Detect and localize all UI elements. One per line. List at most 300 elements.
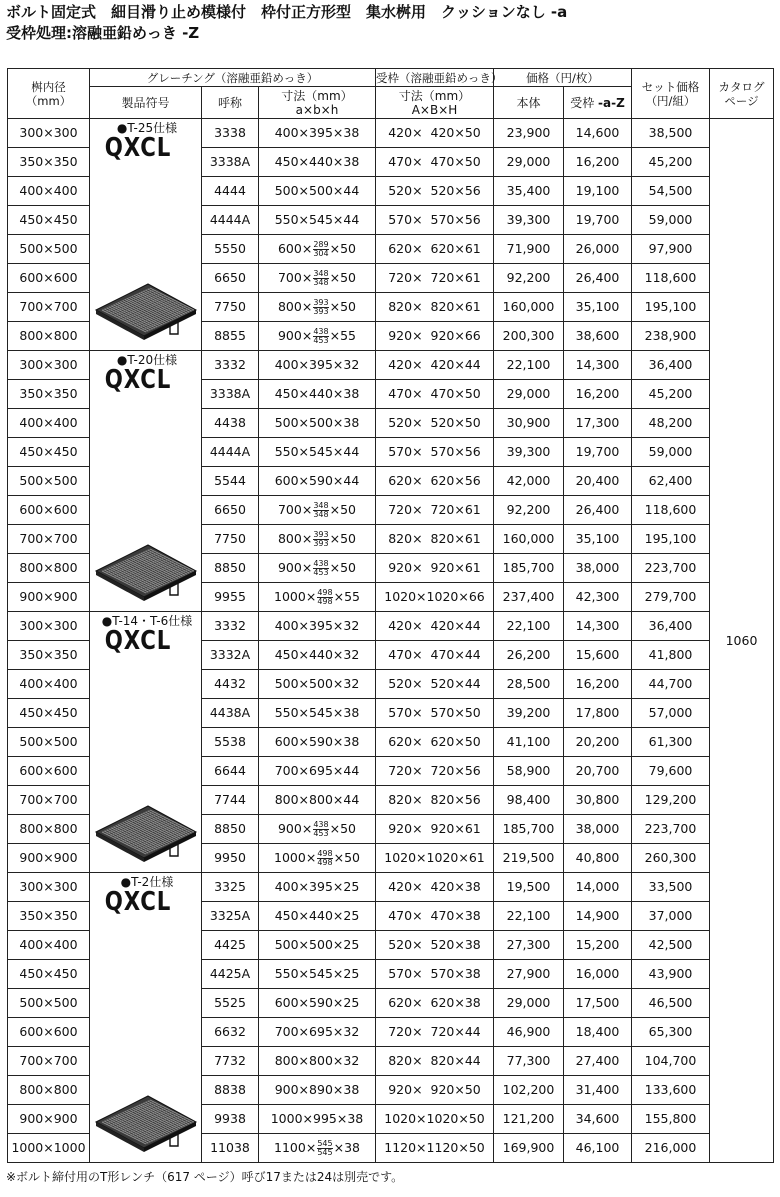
dim-part-a: 800×: [277, 298, 313, 314]
cell-price-body: 30,900: [494, 409, 564, 438]
cell-nominal: 6644: [202, 757, 259, 786]
cell-dimension: [259, 554, 376, 583]
cell-dimension: 550×545×44: [259, 206, 376, 235]
dim-part-b: ×50: [329, 501, 356, 517]
cell-price-body: 41,100: [494, 728, 564, 757]
cell-dimension: 450×440×32: [259, 641, 376, 670]
cell-price-frame: 16,200: [564, 670, 632, 699]
spec-label: ●T-25仕様: [116, 121, 178, 135]
cell-set-price: 36,400: [632, 612, 710, 641]
dim-part-b: ×50: [329, 298, 356, 314]
cell-price-body: 185,700: [494, 815, 564, 844]
cell-price-frame: 38,000: [564, 815, 632, 844]
cell-dimension: 400×395×25: [259, 873, 376, 902]
spec-label: ●T-14・T-6仕様: [101, 614, 193, 628]
cell-nominal: 5550: [202, 235, 259, 264]
cell-dimension: [259, 322, 376, 351]
cell-size: 600×600: [8, 757, 90, 786]
dim-part-b: ×50: [329, 820, 356, 836]
cell-nominal: 7744: [202, 786, 259, 815]
header-product-code: 製品符号: [90, 87, 202, 119]
cell-size: 450×450: [8, 206, 90, 235]
cell-dimension: 400×395×32: [259, 351, 376, 380]
dim-part-b: ×50: [329, 269, 356, 285]
cell-size: 400×400: [8, 670, 90, 699]
dim-fraction: [313, 270, 328, 287]
title-line-1: ボルト固定式 細目滑り止め模様付 枠付正方形型 集水桝用 クッションなし -a: [6, 3, 568, 21]
cell-size: 450×450: [8, 960, 90, 989]
cell-frame-dimension: 720× 720×61: [376, 264, 494, 293]
title-line-2: 受枠処理:溶融亜鉛めっき -Z: [6, 24, 200, 42]
dim-fraction-top: 348: [313, 500, 329, 510]
dim-fraction-bottom: 348: [313, 277, 329, 287]
dim-fraction-bottom: 453: [313, 828, 329, 838]
cell-nominal: 8850: [202, 815, 259, 844]
cell-price-body: 121,200: [494, 1105, 564, 1134]
cell-size: 800×800: [8, 1076, 90, 1105]
cell-price-frame: 20,200: [564, 728, 632, 757]
cell-set-price: 118,600: [632, 264, 710, 293]
cell-nominal: 5525: [202, 989, 259, 1018]
cell-price-frame: 20,700: [564, 757, 632, 786]
table-row: [8, 612, 774, 641]
cell-price-frame: 27,400: [564, 1047, 632, 1076]
cell-dimension: 450×440×38: [259, 380, 376, 409]
cell-size: 600×600: [8, 496, 90, 525]
cell-frame-dimension: 820× 820×56: [376, 786, 494, 815]
cell-size: 800×800: [8, 554, 90, 583]
dim-fraction: [313, 560, 328, 577]
cell-price-frame: 14,000: [564, 873, 632, 902]
cell-dimension: 550×545×38: [259, 699, 376, 728]
dim-fraction-bottom: 453: [313, 567, 329, 577]
cell-nominal: 4425A: [202, 960, 259, 989]
cell-price-body: 28,500: [494, 670, 564, 699]
cell-dimension: [259, 264, 376, 293]
cell-set-price: 223,700: [632, 815, 710, 844]
dim-part-a: 900×: [277, 820, 313, 836]
dim-part-a: 700×: [277, 269, 313, 285]
cell-price-frame: 46,100: [564, 1134, 632, 1163]
cell-frame-dimension: 720× 720×61: [376, 496, 494, 525]
cell-frame-dimension: 820× 820×61: [376, 293, 494, 322]
cell-frame-dimension: 920× 920×61: [376, 554, 494, 583]
table-row: [8, 873, 774, 902]
cell-dimension: [259, 496, 376, 525]
cell-price-frame: 16,000: [564, 960, 632, 989]
dim-part-a: 1100×: [274, 1139, 317, 1155]
cell-set-price: 155,800: [632, 1105, 710, 1134]
cell-set-price: 279,700: [632, 583, 710, 612]
cell-set-price: 54,500: [632, 177, 710, 206]
dim-part-b: ×50: [329, 240, 356, 256]
cell-nominal: 5544: [202, 467, 259, 496]
cell-set-price: 37,000: [632, 902, 710, 931]
cell-price-body: 92,200: [494, 264, 564, 293]
cell-nominal: 4438: [202, 409, 259, 438]
cell-price-frame: 16,200: [564, 148, 632, 177]
cell-set-price: 44,700: [632, 670, 710, 699]
cell-price-body: 29,000: [494, 989, 564, 1018]
product-name: QXCL: [104, 887, 172, 917]
dim-fraction-top: 348: [313, 268, 329, 278]
header-frame-dim: 寸法（mm） A×B×H: [376, 87, 494, 119]
dim-fraction-bottom: 453: [313, 335, 329, 345]
cell-size: 450×450: [8, 438, 90, 467]
cell-set-price: 45,200: [632, 380, 710, 409]
cell-frame-dimension: 920× 920×50: [376, 1076, 494, 1105]
cell-set-price: 79,600: [632, 757, 710, 786]
cell-dimension: [259, 1134, 376, 1163]
cell-frame-dimension: 620× 620×61: [376, 235, 494, 264]
table-row: [8, 119, 774, 148]
cell-nominal: 11038: [202, 1134, 259, 1163]
cell-dimension: [259, 525, 376, 554]
cell-frame-dimension: 820× 820×44: [376, 1047, 494, 1076]
cell-product: [90, 119, 202, 351]
cell-price-frame: 40,800: [564, 844, 632, 873]
cell-nominal: 3338: [202, 119, 259, 148]
grating-image: [94, 543, 198, 601]
header-price-frame-prefix: 受枠: [570, 95, 599, 110]
dim-fraction: [313, 299, 328, 316]
cell-size: 600×600: [8, 1018, 90, 1047]
cell-price-frame: 14,300: [564, 612, 632, 641]
cell-size: 1000×1000: [8, 1134, 90, 1163]
cell-price-body: 42,000: [494, 467, 564, 496]
cell-nominal: 6632: [202, 1018, 259, 1047]
cell-price-body: 39,200: [494, 699, 564, 728]
cell-frame-dimension: 1020×1020×66: [376, 583, 494, 612]
dim-fraction-top: 498: [317, 848, 333, 858]
cell-frame-dimension: 570× 570×56: [376, 438, 494, 467]
dim-part-b: ×50: [329, 559, 356, 575]
cell-price-body: 185,700: [494, 554, 564, 583]
cell-set-price: 33,500: [632, 873, 710, 902]
cell-price-body: 22,100: [494, 351, 564, 380]
cell-price-frame: 17,500: [564, 989, 632, 1018]
cell-dimension: 800×800×44: [259, 786, 376, 815]
cell-product: [90, 612, 202, 873]
cell-set-price: 42,500: [632, 931, 710, 960]
cell-nominal: 7750: [202, 525, 259, 554]
cell-frame-dimension: 920× 920×61: [376, 815, 494, 844]
cell-price-body: 71,900: [494, 235, 564, 264]
cell-set-price: 38,500: [632, 119, 710, 148]
cell-price-frame: 31,400: [564, 1076, 632, 1105]
product-name: QXCL: [104, 365, 172, 395]
cell-dimension: 600×590×44: [259, 467, 376, 496]
cell-size: 500×500: [8, 235, 90, 264]
cell-size: 300×300: [8, 119, 90, 148]
cell-size: 900×900: [8, 583, 90, 612]
cell-dimension: 500×500×32: [259, 670, 376, 699]
cell-nominal: 3338A: [202, 148, 259, 177]
cell-dimension: 450×440×25: [259, 902, 376, 931]
cell-price-body: 102,200: [494, 1076, 564, 1105]
dim-part-a: 900×: [277, 559, 313, 575]
cell-dimension: [259, 844, 376, 873]
cell-price-frame: 42,300: [564, 583, 632, 612]
dim-fraction-top: 438: [313, 558, 329, 568]
cell-nominal: 6650: [202, 496, 259, 525]
cell-price-frame: 14,900: [564, 902, 632, 931]
cell-nominal: 7750: [202, 293, 259, 322]
cell-nominal: 9950: [202, 844, 259, 873]
cell-frame-dimension: 1120×1120×50: [376, 1134, 494, 1163]
cell-price-body: 39,300: [494, 206, 564, 235]
cell-dimension: 550×545×44: [259, 438, 376, 467]
cell-price-frame: 15,600: [564, 641, 632, 670]
cell-size: 700×700: [8, 786, 90, 815]
cell-dimension: 400×395×38: [259, 119, 376, 148]
cell-frame-dimension: 1020×1020×50: [376, 1105, 494, 1134]
cell-frame-dimension: 470× 470×44: [376, 641, 494, 670]
cell-frame-dimension: 920× 920×66: [376, 322, 494, 351]
cell-frame-dimension: 720× 720×44: [376, 1018, 494, 1047]
grating-image: [94, 1094, 198, 1152]
dim-fraction-bottom: 393: [313, 306, 329, 316]
cell-frame-dimension: 620× 620×56: [376, 467, 494, 496]
cell-frame-dimension: 420× 420×44: [376, 351, 494, 380]
cell-nominal: 3332: [202, 612, 259, 641]
cell-set-price: 133,600: [632, 1076, 710, 1105]
cell-price-body: 27,900: [494, 960, 564, 989]
cell-set-price: 260,300: [632, 844, 710, 873]
header-catalog: カタログ ページ: [710, 69, 774, 119]
dim-part-b: ×50: [333, 849, 360, 865]
cell-price-body: 200,300: [494, 322, 564, 351]
cell-dimension: 550×545×25: [259, 960, 376, 989]
dim-part-b: ×38: [333, 1139, 360, 1155]
cell-set-price: 195,100: [632, 293, 710, 322]
dim-part-a: 800×: [277, 530, 313, 546]
dim-part-b: ×55: [333, 588, 360, 604]
dim-fraction-bottom: 498: [317, 857, 333, 867]
grating-image: [94, 282, 198, 340]
cell-set-price: 97,900: [632, 235, 710, 264]
dim-part-a: 700×: [277, 501, 313, 517]
cell-nominal: 4444A: [202, 438, 259, 467]
cell-price-frame: 35,100: [564, 293, 632, 322]
dim-fraction-bottom: 545: [317, 1147, 333, 1157]
cell-dimension: [259, 293, 376, 322]
cell-frame-dimension: 470× 470×38: [376, 902, 494, 931]
header-nominal: 呼称: [202, 87, 259, 119]
cell-price-body: 58,900: [494, 757, 564, 786]
cell-dimension: 500×500×25: [259, 931, 376, 960]
cell-nominal: 9938: [202, 1105, 259, 1134]
dim-fraction: [313, 502, 328, 519]
cell-size: 900×900: [8, 1105, 90, 1134]
cell-frame-dimension: 620× 620×38: [376, 989, 494, 1018]
cell-price-frame: 26,400: [564, 496, 632, 525]
header-frame: 受枠（溶融亜鉛めっき）: [376, 70, 503, 85]
cell-set-price: 118,600: [632, 496, 710, 525]
cell-dimension: [259, 815, 376, 844]
cell-size: 400×400: [8, 177, 90, 206]
cell-nominal: 7732: [202, 1047, 259, 1076]
cell-set-price: 59,000: [632, 206, 710, 235]
cell-set-price: 46,500: [632, 989, 710, 1018]
dim-fraction-top: 438: [313, 326, 329, 336]
cell-set-price: 238,900: [632, 322, 710, 351]
cell-price-frame: 38,000: [564, 554, 632, 583]
cell-price-frame: 26,400: [564, 264, 632, 293]
cell-frame-dimension: 520× 520×56: [376, 177, 494, 206]
cell-nominal: 3325A: [202, 902, 259, 931]
cell-size: 500×500: [8, 989, 90, 1018]
dim-fraction-bottom: 393: [313, 538, 329, 548]
cell-set-price: 43,900: [632, 960, 710, 989]
dim-fraction-bottom: 498: [317, 596, 333, 606]
cell-price-body: 160,000: [494, 525, 564, 554]
cell-frame-dimension: 420× 420×50: [376, 119, 494, 148]
cell-set-price: 129,200: [632, 786, 710, 815]
cell-set-price: 61,300: [632, 728, 710, 757]
header-price: 価格（円/枚）: [494, 69, 632, 87]
cell-set-price: 104,700: [632, 1047, 710, 1076]
cell-set-price: 195,100: [632, 525, 710, 554]
cell-size: 350×350: [8, 641, 90, 670]
product-name: QXCL: [104, 626, 172, 656]
cell-price-body: 22,100: [494, 612, 564, 641]
cell-frame-dimension: 720× 720×56: [376, 757, 494, 786]
cell-dimension: 700×695×44: [259, 757, 376, 786]
cell-size: 500×500: [8, 467, 90, 496]
dim-part-b: ×50: [329, 530, 356, 546]
cell-frame-dimension: 620× 620×50: [376, 728, 494, 757]
dim-fraction: [317, 1140, 332, 1157]
cell-set-price: 36,400: [632, 351, 710, 380]
cell-price-body: 23,900: [494, 119, 564, 148]
cell-nominal: 4438A: [202, 699, 259, 728]
cell-price-body: 160,000: [494, 293, 564, 322]
dim-part-a: 1000×: [274, 849, 317, 865]
cell-price-body: 77,300: [494, 1047, 564, 1076]
header-price-frame-suffix: -a-Z: [598, 95, 625, 110]
cell-dimension: 450×440×38: [259, 148, 376, 177]
cell-size: 500×500: [8, 728, 90, 757]
cell-frame-dimension: 470× 470×50: [376, 148, 494, 177]
cell-set-price: 45,200: [632, 148, 710, 177]
footnote: ※ボルト締付用のT形レンチ（617 ページ）呼び17または24は別売です。: [6, 1170, 404, 1184]
cell-dimension: 700×695×32: [259, 1018, 376, 1047]
cell-price-frame: 34,600: [564, 1105, 632, 1134]
cell-price-body: 237,400: [494, 583, 564, 612]
header-set-price: セット価格 （円/組）: [632, 69, 710, 119]
cell-size: 800×800: [8, 815, 90, 844]
cell-size: 350×350: [8, 148, 90, 177]
cell-frame-dimension: 420× 420×44: [376, 612, 494, 641]
cell-price-frame: 14,600: [564, 119, 632, 148]
cell-price-body: 39,300: [494, 438, 564, 467]
dim-fraction-bottom: 304: [313, 248, 329, 258]
cell-dimension: 900×890×38: [259, 1076, 376, 1105]
cell-nominal: 4432: [202, 670, 259, 699]
cell-price-frame: 35,100: [564, 525, 632, 554]
cell-size: 400×400: [8, 409, 90, 438]
dim-fraction-top: 498: [317, 587, 333, 597]
dim-part-a: 1000×: [274, 588, 317, 604]
cell-dimension: 600×590×38: [259, 728, 376, 757]
dim-fraction: [317, 589, 332, 606]
cell-size: 350×350: [8, 380, 90, 409]
price-table: [7, 68, 774, 1163]
cell-nominal: 3332: [202, 351, 259, 380]
dim-part-a: 900×: [277, 327, 313, 343]
cell-price-frame: 19,700: [564, 438, 632, 467]
cell-set-price: 62,400: [632, 467, 710, 496]
cell-price-frame: 20,400: [564, 467, 632, 496]
cell-size: 800×800: [8, 322, 90, 351]
cell-size: 700×700: [8, 525, 90, 554]
cell-size: 700×700: [8, 1047, 90, 1076]
spec-label: ●T-2仕様: [120, 875, 174, 889]
cell-frame-dimension: 820× 820×61: [376, 525, 494, 554]
dim-fraction: [313, 821, 328, 838]
cell-price-body: 92,200: [494, 496, 564, 525]
cell-price-body: 29,000: [494, 148, 564, 177]
cell-frame-dimension: 570× 570×50: [376, 699, 494, 728]
cell-price-frame: 19,100: [564, 177, 632, 206]
cell-price-body: 98,400: [494, 786, 564, 815]
cell-dimension: 600×590×25: [259, 989, 376, 1018]
cell-size: 400×400: [8, 931, 90, 960]
dim-fraction: [313, 241, 328, 258]
cell-nominal: 4444A: [202, 206, 259, 235]
product-name: QXCL: [104, 133, 172, 163]
cell-frame-dimension: 520× 520×50: [376, 409, 494, 438]
cell-frame-dimension: 520× 520×38: [376, 931, 494, 960]
cell-nominal: 6650: [202, 264, 259, 293]
cell-nominal: 5538: [202, 728, 259, 757]
cell-price-body: 46,900: [494, 1018, 564, 1047]
cell-size: 300×300: [8, 351, 90, 380]
dim-part-b: ×55: [329, 327, 356, 343]
cell-frame-dimension: 570× 570×38: [376, 960, 494, 989]
cell-nominal: 8850: [202, 554, 259, 583]
cell-dimension: [259, 583, 376, 612]
page-title: [6, 2, 776, 44]
cell-set-price: 223,700: [632, 554, 710, 583]
cell-dimension: 500×500×44: [259, 177, 376, 206]
cell-price-body: 27,300: [494, 931, 564, 960]
cell-price-frame: 16,200: [564, 380, 632, 409]
cell-price-frame: 19,700: [564, 206, 632, 235]
grating-image: [94, 804, 198, 862]
header-price-body: 本体: [494, 87, 564, 119]
cell-nominal: 3338A: [202, 380, 259, 409]
cell-price-frame: 30,800: [564, 786, 632, 815]
cell-frame-dimension: 420× 420×38: [376, 873, 494, 902]
cell-dimension: 1000×995×38: [259, 1105, 376, 1134]
header-size: 桝内径 （mm）: [8, 69, 90, 119]
dim-fraction-top: 393: [313, 297, 329, 307]
cell-size: 450×450: [8, 699, 90, 728]
cell-nominal: 4444: [202, 177, 259, 206]
dim-fraction-top: 393: [313, 529, 329, 539]
header-price-frame: [564, 87, 632, 119]
cell-nominal: 8855: [202, 322, 259, 351]
dim-fraction-bottom: 348: [313, 509, 329, 519]
dim-fraction: [317, 850, 332, 867]
cell-nominal: 3325: [202, 873, 259, 902]
dim-fraction-top: 545: [317, 1138, 333, 1148]
cell-size: 900×900: [8, 844, 90, 873]
header-grating: グレーチング（溶融亜鉛めっき）: [90, 69, 376, 87]
header-dim: 寸法（mm） a×b×h: [259, 87, 376, 119]
